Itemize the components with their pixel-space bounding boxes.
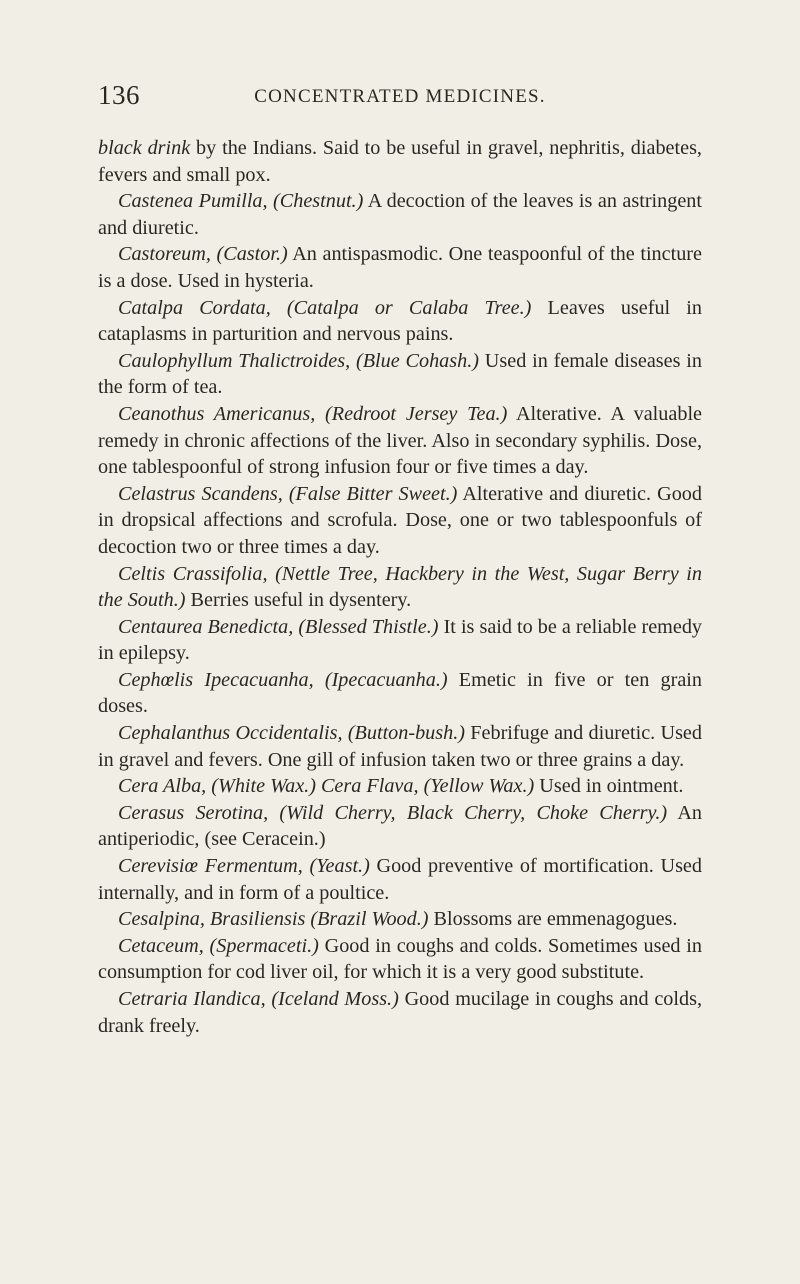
page-body (98, 135, 702, 1039)
entry-castenea (98, 188, 702, 241)
entry-name: Celtis Crassifolia, (Nettle Tree, Hackbery in the West, Sugar Berry in the South.) (98, 562, 702, 612)
entry-text: Good in coughs and colds. Sometimes used in consumption for cod liver oil, for which it is a very good substitute. (98, 934, 702, 984)
entry-text: Good mucilage in coughs and colds, drank freely. (98, 988, 702, 1037)
entry-catalpa (98, 295, 702, 348)
entry-cerasus (98, 800, 702, 853)
entry-name: Catalpa Cordata, (Catalpa or Calaba Tree.) (118, 296, 532, 319)
entry-cera (98, 773, 702, 800)
entry-name: Cephœlis Ipecacuanha, (Ipecacuanha.) (118, 668, 448, 691)
entry-centaurea (98, 614, 702, 667)
entry-name: Cera Alba, (White Wax.) Cera Flava, (Yellow Wax.) (118, 775, 535, 798)
entry-name: Cetaceum, (Spermaceti.) (118, 934, 319, 957)
entry-name: Ceanothus Americanus, (Redroot Jersey Tea.) (118, 402, 508, 425)
page-header (98, 80, 702, 124)
entry-celastrus (98, 481, 702, 561)
entry-text: Used in female diseases in the form of tea. (98, 349, 702, 399)
entry-name: Castoreum, (Castor.) (118, 243, 288, 266)
entry-cesalpina (98, 906, 702, 933)
entry-text: Alterative. A valuable remedy in chronic affections of the liver. Also in secondary syphilis. Dose, one tablespoonful of strong infusion four or five times a day. (98, 402, 703, 479)
entry-text: It is said to be a reliable remedy in epilepsy. (98, 615, 703, 665)
entry-text: Febrifuge and diuretic. Used in gravel and fevers. One gill of infusion taken two or three grains a day. (98, 722, 702, 771)
entry-text: Blossoms are emmenagogues. (428, 908, 678, 931)
entry-text: Used in ointment. (534, 775, 684, 798)
entry-cerevisiae (98, 853, 702, 906)
entry-celtis (98, 561, 702, 614)
entry-text: An antispasmodic. One teaspoonful of the tincture is a dose. Used in hysteria. (98, 243, 702, 292)
entry-name: Cerasus Serotina, (Wild Cherry, Black Cherry, Choke Cherry.) (118, 801, 668, 824)
entry-name: Cetraria Ilandica, (Iceland Moss.) (118, 988, 399, 1010)
entry-caulophyllum (98, 348, 702, 401)
entry-text: Leaves useful in cataplasms in parturition and nervous pains. (98, 296, 702, 346)
entry-text: Emetic in five or ten grain doses. (98, 668, 702, 718)
entry-name: Celastrus Scandens, (False Bitter Sweet.) (118, 482, 458, 505)
entry-text: Berries useful in dysentery. (185, 589, 412, 612)
entry-name: Castenea Pumilla, (Chestnut.) (118, 190, 364, 213)
entry-castoreum (98, 241, 702, 294)
entry-name: black drink (98, 137, 191, 159)
entry-cetaceum (98, 933, 702, 986)
entry-name: Centaurea Benedicta, (Blessed Thistle.) (118, 615, 439, 638)
entry-name: Cerevisiœ Fermentum, (Yeast.) (118, 855, 370, 878)
entry-text: A decoction of the leaves is an astringent and diuretic. (98, 190, 702, 239)
page-number: 136 (98, 80, 140, 110)
entry-text: by the Indians. Said to be useful in gravel, nephritis, diabetes, fevers and small pox. (98, 137, 702, 186)
entry-cephaelis (98, 667, 702, 720)
entry-cetraria (98, 986, 702, 1039)
entry-name: Cesalpina, Brasiliensis (Brazil Wood.) (118, 908, 429, 931)
entry-text: An antiperiodic, (see Ceracein.) (98, 801, 703, 851)
entry-black-drink (98, 135, 702, 188)
entry-name: Caulophyllum Thalictroides, (Blue Cohash.) (118, 349, 479, 372)
entry-text: Alterative and diuretic. Good in dropsical affections and scrofula. Dose, one or two tablespoonfuls of decoction two or three times a day. (98, 482, 702, 558)
entry-name: Cephalanthus Occidentalis, (Button-bush.) (118, 722, 465, 745)
entry-ceanothus (98, 401, 702, 481)
entry-cephalanthus (98, 720, 702, 773)
running-head: CONCENTRATED MEDICINES. (254, 86, 546, 107)
entry-text: Good preventive of mortification. Used internally, and in form of a poultice. (98, 855, 702, 904)
